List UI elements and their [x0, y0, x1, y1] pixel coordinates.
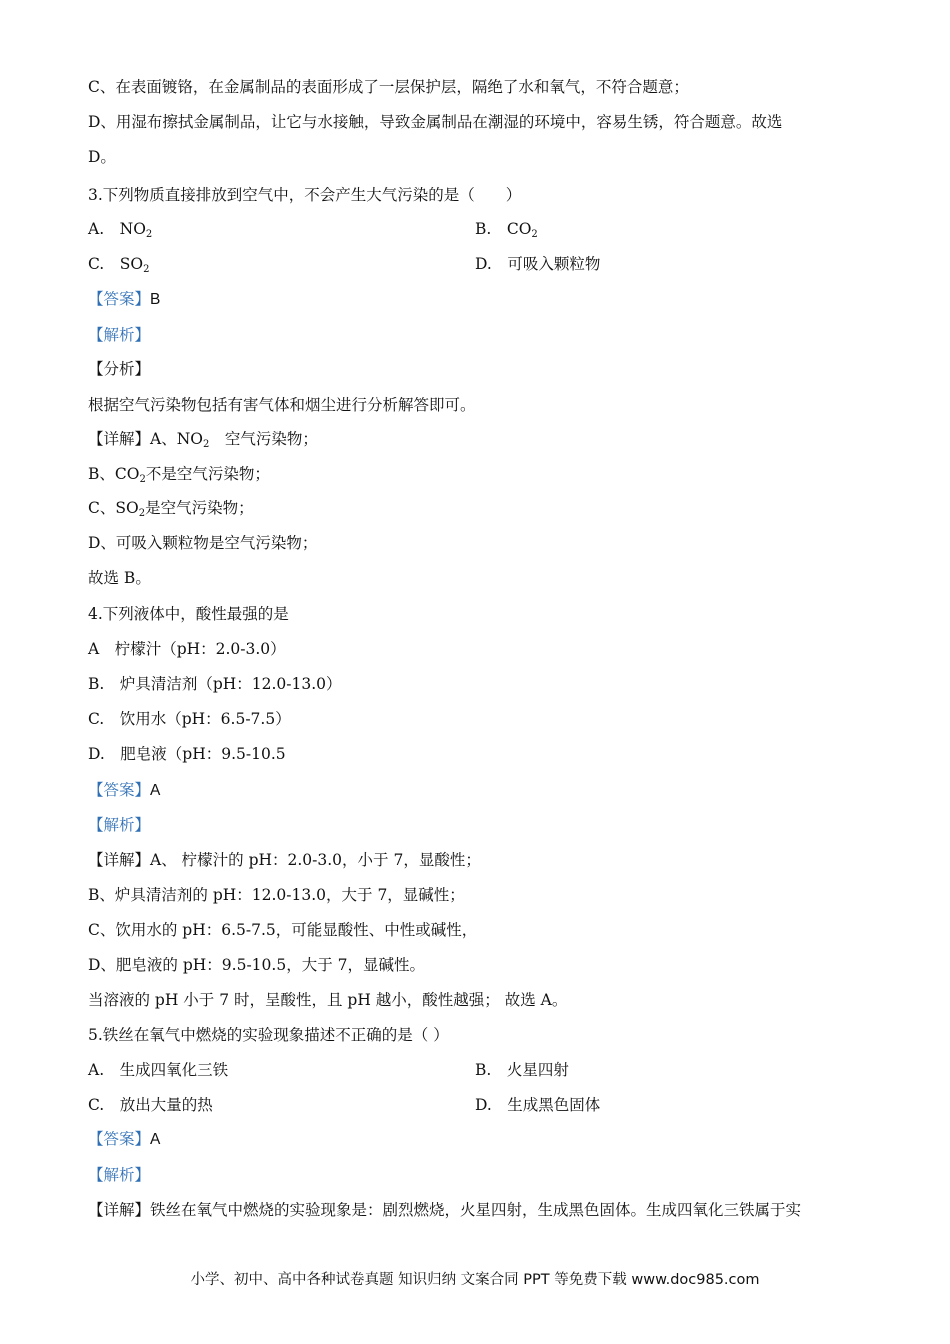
- subscript: 2: [143, 264, 150, 275]
- subscript: 2: [202, 439, 210, 450]
- q3-option-b: [475, 218, 538, 246]
- q3-detail-1: [88, 428, 318, 456]
- answer-value: A: [150, 782, 161, 799]
- option-label: D.: [475, 255, 492, 273]
- xiangjie-tag: 【详解】: [88, 851, 151, 869]
- xiangjie-tag: 【详解】: [88, 1201, 151, 1219]
- option-label: A.: [88, 220, 105, 238]
- q3-option-a: [88, 218, 152, 246]
- text-line: C、在表面镀铬，在金属制品的表面形成了一层保护层，隔绝了水和氧气，不符合题意；: [88, 78, 689, 96]
- subscript: 2: [145, 229, 153, 240]
- answer-tag: 【答案】: [88, 290, 151, 308]
- answer-tag: 【答案】: [88, 1130, 151, 1148]
- q4-option-b: B. 炉具清洁剂（pH：12.0-13.0）: [88, 675, 342, 693]
- page-footer: 小学、初中、高中各种试卷真题 知识归纳 文案合同 PPT 等免费下载 www.doc985.com: [190, 1272, 760, 1288]
- q4-detail-1: [88, 849, 481, 871]
- formula: SO: [119, 255, 144, 273]
- answer-value: B: [150, 291, 161, 308]
- detail-text: A、 柠檬汁的 pH：2.0-3.0，小于 7，显酸性；: [150, 851, 481, 869]
- q4-option-c: C. 饮用水（pH：6.5-7.5）: [88, 710, 291, 728]
- q5-option-c: C. 放出大量的热: [88, 1096, 213, 1114]
- jiexi-tag: 【解析】: [88, 326, 151, 344]
- q3-detail-4: D、可吸入颗粒物是空气污染物；: [88, 534, 318, 552]
- q4-option-d: D. 肥皂液（pH：9.5-10.5: [88, 745, 286, 763]
- question-3-stem: 3.下列物质直接排放到空气中，不会产生大气污染的是（ ）: [88, 186, 522, 204]
- q4-detail-3: C、饮用水的 pH：6.5-7.5，可能显酸性、中性或碱性，: [88, 921, 478, 939]
- xiangjie-tag: 【详解】: [88, 430, 151, 448]
- q3-detail-2: [88, 463, 270, 491]
- formula: C、SO: [88, 499, 139, 517]
- detail-text: 是空气污染物；: [145, 499, 254, 517]
- subscript: 2: [139, 474, 146, 485]
- text-line: D。: [88, 148, 116, 166]
- jiexi-tag: 【解析】: [88, 1166, 151, 1184]
- formula: A、NO: [150, 430, 203, 448]
- formula: NO: [119, 220, 146, 238]
- q5-option-a: A. 生成四氧化三铁: [88, 1061, 229, 1079]
- option-label: C.: [88, 255, 105, 273]
- q3-option-c: [88, 253, 149, 281]
- q4-detail-4: D、肥皂液的 pH：9.5-10.5，大于 7，显碱性。: [88, 956, 425, 974]
- detail-text: 不是空气污染物；: [145, 465, 270, 483]
- q5-option-b: B. 火星四射: [475, 1061, 569, 1079]
- q3-detail-5: 故选 B。: [88, 569, 151, 587]
- formula: CO: [506, 220, 532, 238]
- option-text: 可吸入颗粒物: [507, 255, 601, 273]
- detail-text: 空气污染物；: [209, 430, 318, 448]
- subscript: 2: [531, 229, 538, 240]
- subscript: 2: [138, 508, 146, 519]
- q4-option-a: A 柠檬汁（pH：2.0-3.0）: [88, 640, 286, 658]
- detail-text: 铁丝在氧气中燃烧的实验现象是：剧烈燃烧，火星四射，生成黑色固体。生成四氧化三铁属于实: [150, 1201, 802, 1219]
- q5-answer: [88, 1128, 160, 1151]
- q3-detail-3: [88, 497, 254, 525]
- jiexi-tag: 【解析】: [88, 816, 151, 834]
- question-4-stem: 4.下列液体中，酸性最强的是: [88, 605, 289, 623]
- answer-value: A: [150, 1131, 161, 1148]
- formula: B、CO: [88, 465, 140, 483]
- answer-tag: 【答案】: [88, 781, 151, 799]
- option-label: B.: [475, 220, 492, 238]
- q5-option-d: D. 生成黑色固体: [475, 1096, 601, 1114]
- question-5-stem: 5.铁丝在氧气中燃烧的实验现象描述不正确的是（ ）: [88, 1026, 449, 1044]
- fenxi-text: 根据空气污染物包括有害气体和烟尘进行分析解答即可。: [88, 396, 476, 414]
- q4-answer: [88, 779, 160, 802]
- q3-option-d: [475, 253, 600, 275]
- fenxi-tag: 【分析】: [88, 360, 151, 378]
- q4-detail-5: 当溶液的 pH 小于 7 时，呈酸性，且 pH 越小，酸性越强； 故选 A。: [88, 991, 568, 1009]
- text-line: D、用湿布擦拭金属制品，让它与水接触，导致金属制品在潮湿的环境中，容易生锈，符合题意。故选: [88, 113, 783, 131]
- q3-answer: [88, 288, 160, 311]
- q5-detail-1: [88, 1199, 801, 1221]
- q4-detail-2: B、炉具清洁剂的 pH：12.0-13.0，大于 7，显碱性；: [88, 886, 465, 904]
